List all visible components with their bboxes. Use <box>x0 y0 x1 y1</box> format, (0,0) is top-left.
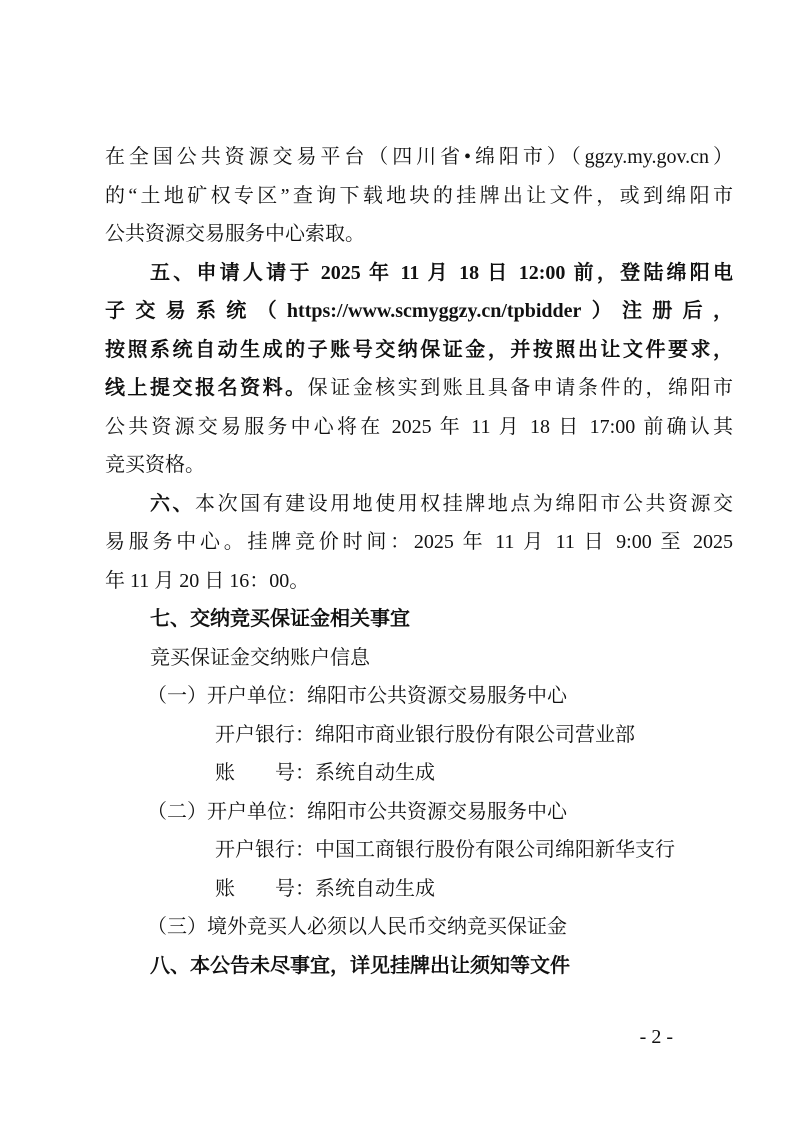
body-text: 保证金核实到账且具备申请条件的，绵阳市 <box>307 377 734 399</box>
page-number: - 2 - <box>639 1026 673 1048</box>
doc-line <box>105 870 733 909</box>
doc-line <box>105 523 733 562</box>
doc-line <box>105 369 733 408</box>
doc-line <box>105 485 733 524</box>
body-text: 本次国有建设用地使用权挂牌地点为绵阳市公共资源交 <box>195 492 734 515</box>
doc-line <box>105 408 733 447</box>
doc-line <box>105 639 733 678</box>
bold-text: 八、本公告未尽事宜，详见挂牌出让须知等文件 <box>150 954 570 977</box>
body-text: 开户银行：绵阳市商业银行股份有限公司营业部 <box>215 723 635 746</box>
bold-text: 按照系统自动生成的子账号交纳保证金，并按照出让文件要求， <box>105 338 733 361</box>
body-text: （一）开户单位：绵阳市公共资源交易服务中心 <box>147 685 567 707</box>
doc-line <box>105 292 733 331</box>
doc-line <box>105 754 733 793</box>
body-text: 账 号：系统自动生成 <box>215 762 435 784</box>
body-text: 账 号：系统自动生成 <box>215 877 435 900</box>
doc-line <box>105 138 733 177</box>
doc-line <box>105 677 733 716</box>
doc-line <box>105 908 733 947</box>
bold-text: 子交易系统（https://www.scmyggzy.cn/tpbidder）注册后， <box>105 300 733 322</box>
bold-text: 七、交纳竞买保证金相关事宜 <box>150 608 410 630</box>
body-text: 竞买资格。 <box>105 454 205 476</box>
body-text: （三）境外竞买人必须以人民币交纳竞买保证金 <box>147 916 567 938</box>
document-body <box>105 138 733 985</box>
doc-section-heading <box>105 947 733 986</box>
doc-line <box>105 177 733 216</box>
doc-line <box>105 562 733 601</box>
doc-line <box>105 793 733 832</box>
body-text: 开户银行：中国工商银行股份有限公司绵阳新华支行 <box>215 839 675 861</box>
body-text: 公共资源交易服务中心索取。 <box>105 223 365 245</box>
body-text: 易服务中心。挂牌竞价时间：2025 年 11 月 11 日 9:00 至 2025 <box>105 531 733 553</box>
doc-line <box>105 446 733 485</box>
body-text: 公共资源交易服务中心将在 2025 年 11 月 18 日 17:00 前确认其 <box>105 415 733 438</box>
body-text: 在全国公共资源交易平台（四川省•绵阳市）（ggzy.my.gov.cn） <box>105 146 733 168</box>
bold-text: 线上提交报名资料。 <box>105 377 308 399</box>
doc-line <box>105 831 733 870</box>
bold-text: 五、申请人请于 2025 年 11 月 18 日 12:00 前，登陆绵阳电 <box>150 261 733 284</box>
bold-text: 六、 <box>150 492 196 515</box>
body-text: 年 11 月 20 日 16：00。 <box>105 569 310 592</box>
body-text: 竞买保证金交纳账户信息 <box>150 646 370 669</box>
body-text: （二）开户单位：绵阳市公共资源交易服务中心 <box>147 800 567 823</box>
body-text: 的“土地矿权专区”查询下载地块的挂牌出让文件，或到绵阳市 <box>105 184 733 207</box>
doc-line <box>105 215 733 254</box>
doc-section-heading <box>105 600 733 639</box>
doc-line <box>105 254 733 293</box>
doc-line <box>105 716 733 755</box>
doc-line <box>105 331 733 370</box>
